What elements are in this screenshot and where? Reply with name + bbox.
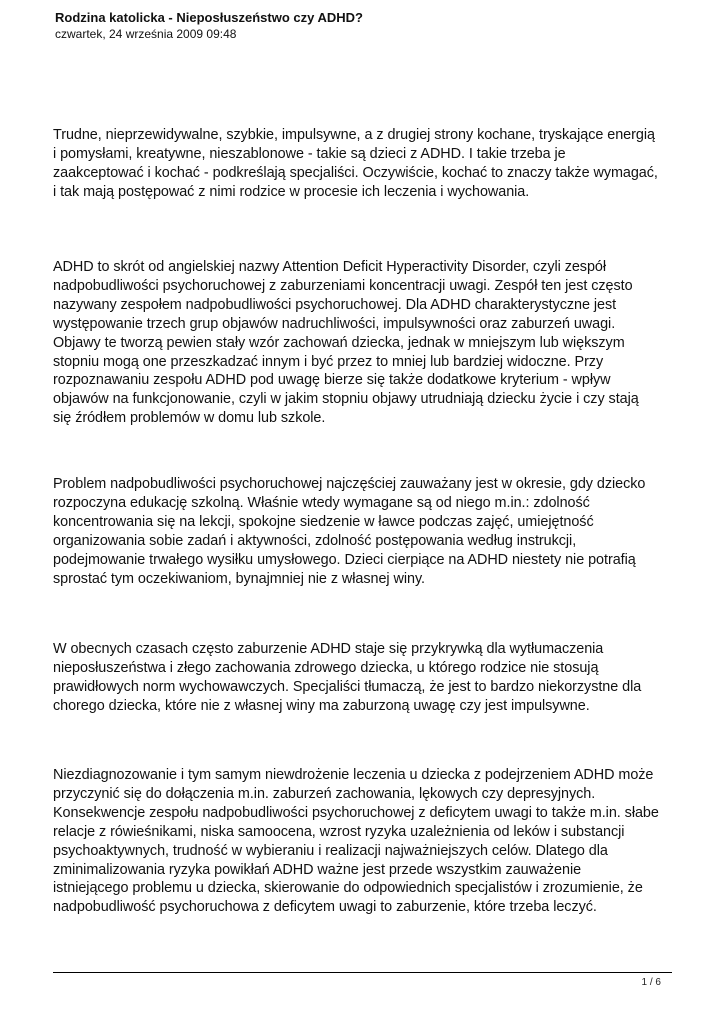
paragraph-3: Problem nadpobudliwości psychoruchowej najczęściej zauważany jest w okresie, gdy dziecko rozpoczyna edukację szkolną. Właśnie wtedy wymagane są od niego m.in.: zdolność koncentrowania się na lekcji, spokojne siedzenie w ławce podczas zajęć, umiejętność organizowania sobie zadań i aktywności, zdolność postępowania według instrukcji, podejmowanie trwałego wysiłku umysłowego. Dzieci cierpiące na ADHD niestety nie potrafią sprostać tym oczekiwaniom, bynajmniej nie z własnej winy.	[53, 476, 646, 587]
footer-divider	[53, 972, 672, 973]
paragraph-2: ADHD to skrót od angielskiej nazwy Attention Deficit Hyperactivity Disorder, czyli zespół nadpobudliwości psychoruchowej z zaburzeniami koncentracji uwagi. Zespół ten jest często nazywany zespołem nadpobudliwości psychoruchowej. Dla ADHD charakterystyczne jest występowanie trzech grup objawów nadruchliwości, impulsywności oraz zaburzeń uwagi. Objawy te tworzą pewien stały wzór zachowań dziecka, jednak w mniejszym lub większym stopniu mogą one przeszkadzać innym i być przez to mniej lub bardziej widoczne. Przy rozpoznawaniu zespołu ADHD pod uwagę bierze się także dodatkowe kryterium - wpływ objawów na funkcjonowanie, czyli w jakim stopniu objawy utrudniają dziecku życie i czy stają się źródłem problemów w domu lub szkole.	[53, 259, 639, 427]
paragraph-1: Trudne, nieprzewidywalne, szybkie, impulsywne, a z drugiej strony kochane, tryskające energią i pomysłami, kreatywne, nieszablonowe - takie są dzieci z ADHD. I takie trzeba je zaakceptować i kochać - podkreślają specjaliści. Oczywiście, kochać to znaczy także wymagać, i tak mają postępować z nimi rodzice w procesie ich leczenia i wychowania.	[53, 127, 658, 200]
paragraph-4: W obecnych czasach często zaburzenie ADHD staje się przykrywką dla wytłumaczenia nieposłuszeństwa i złego zachowania zdrowego dziecka, u którego rodzice nie stosują prawidłowych norm wychowawczych. Specjaliści tłumaczą, że jest to bardzo niekorzystne dla chorego dziecka, które nie z własnej winy ma zaburzoną uwagę czy jest impulsywne.	[53, 641, 642, 714]
document-title: Rodzina katolicka - Nieposłuszeństwo czy ADHD?	[55, 10, 363, 25]
document-date: czwartek, 24 września 2009 09:48	[55, 27, 237, 41]
page-number: 1 / 6	[641, 977, 661, 988]
paragraph-5: Niezdiagnozowanie i tym samym niewdrożenie leczenia u dziecka z podejrzeniem ADHD może przyczynić się do dołączenia m.in. zaburzeń zachowania, lękowych czy depresyjnych. Konsekwencje zespołu nadpobudliwości psychoruchowej z deficytem uwagi to także m.in. słabe relacje z rówieśnikami, niska samoocena, wzrost ryzyka uzależnienia od leków i substancji psychoaktywnych, trudność w wybieraniu i realizacji najważniejszych celów. Dlatego dla zminimalizowania ryzyka powikłań ADHD ważne jest przede wszystkim zauważenie istniejącego problemu u dziecka, skierowanie do odpowiednich specjalistów i zrozumienie, że nadpobudliwość psychoruchowa z deficytem uwagi to zaburzenie, które trzeba leczyć.	[53, 767, 659, 916]
document-header	[55, 10, 675, 42]
